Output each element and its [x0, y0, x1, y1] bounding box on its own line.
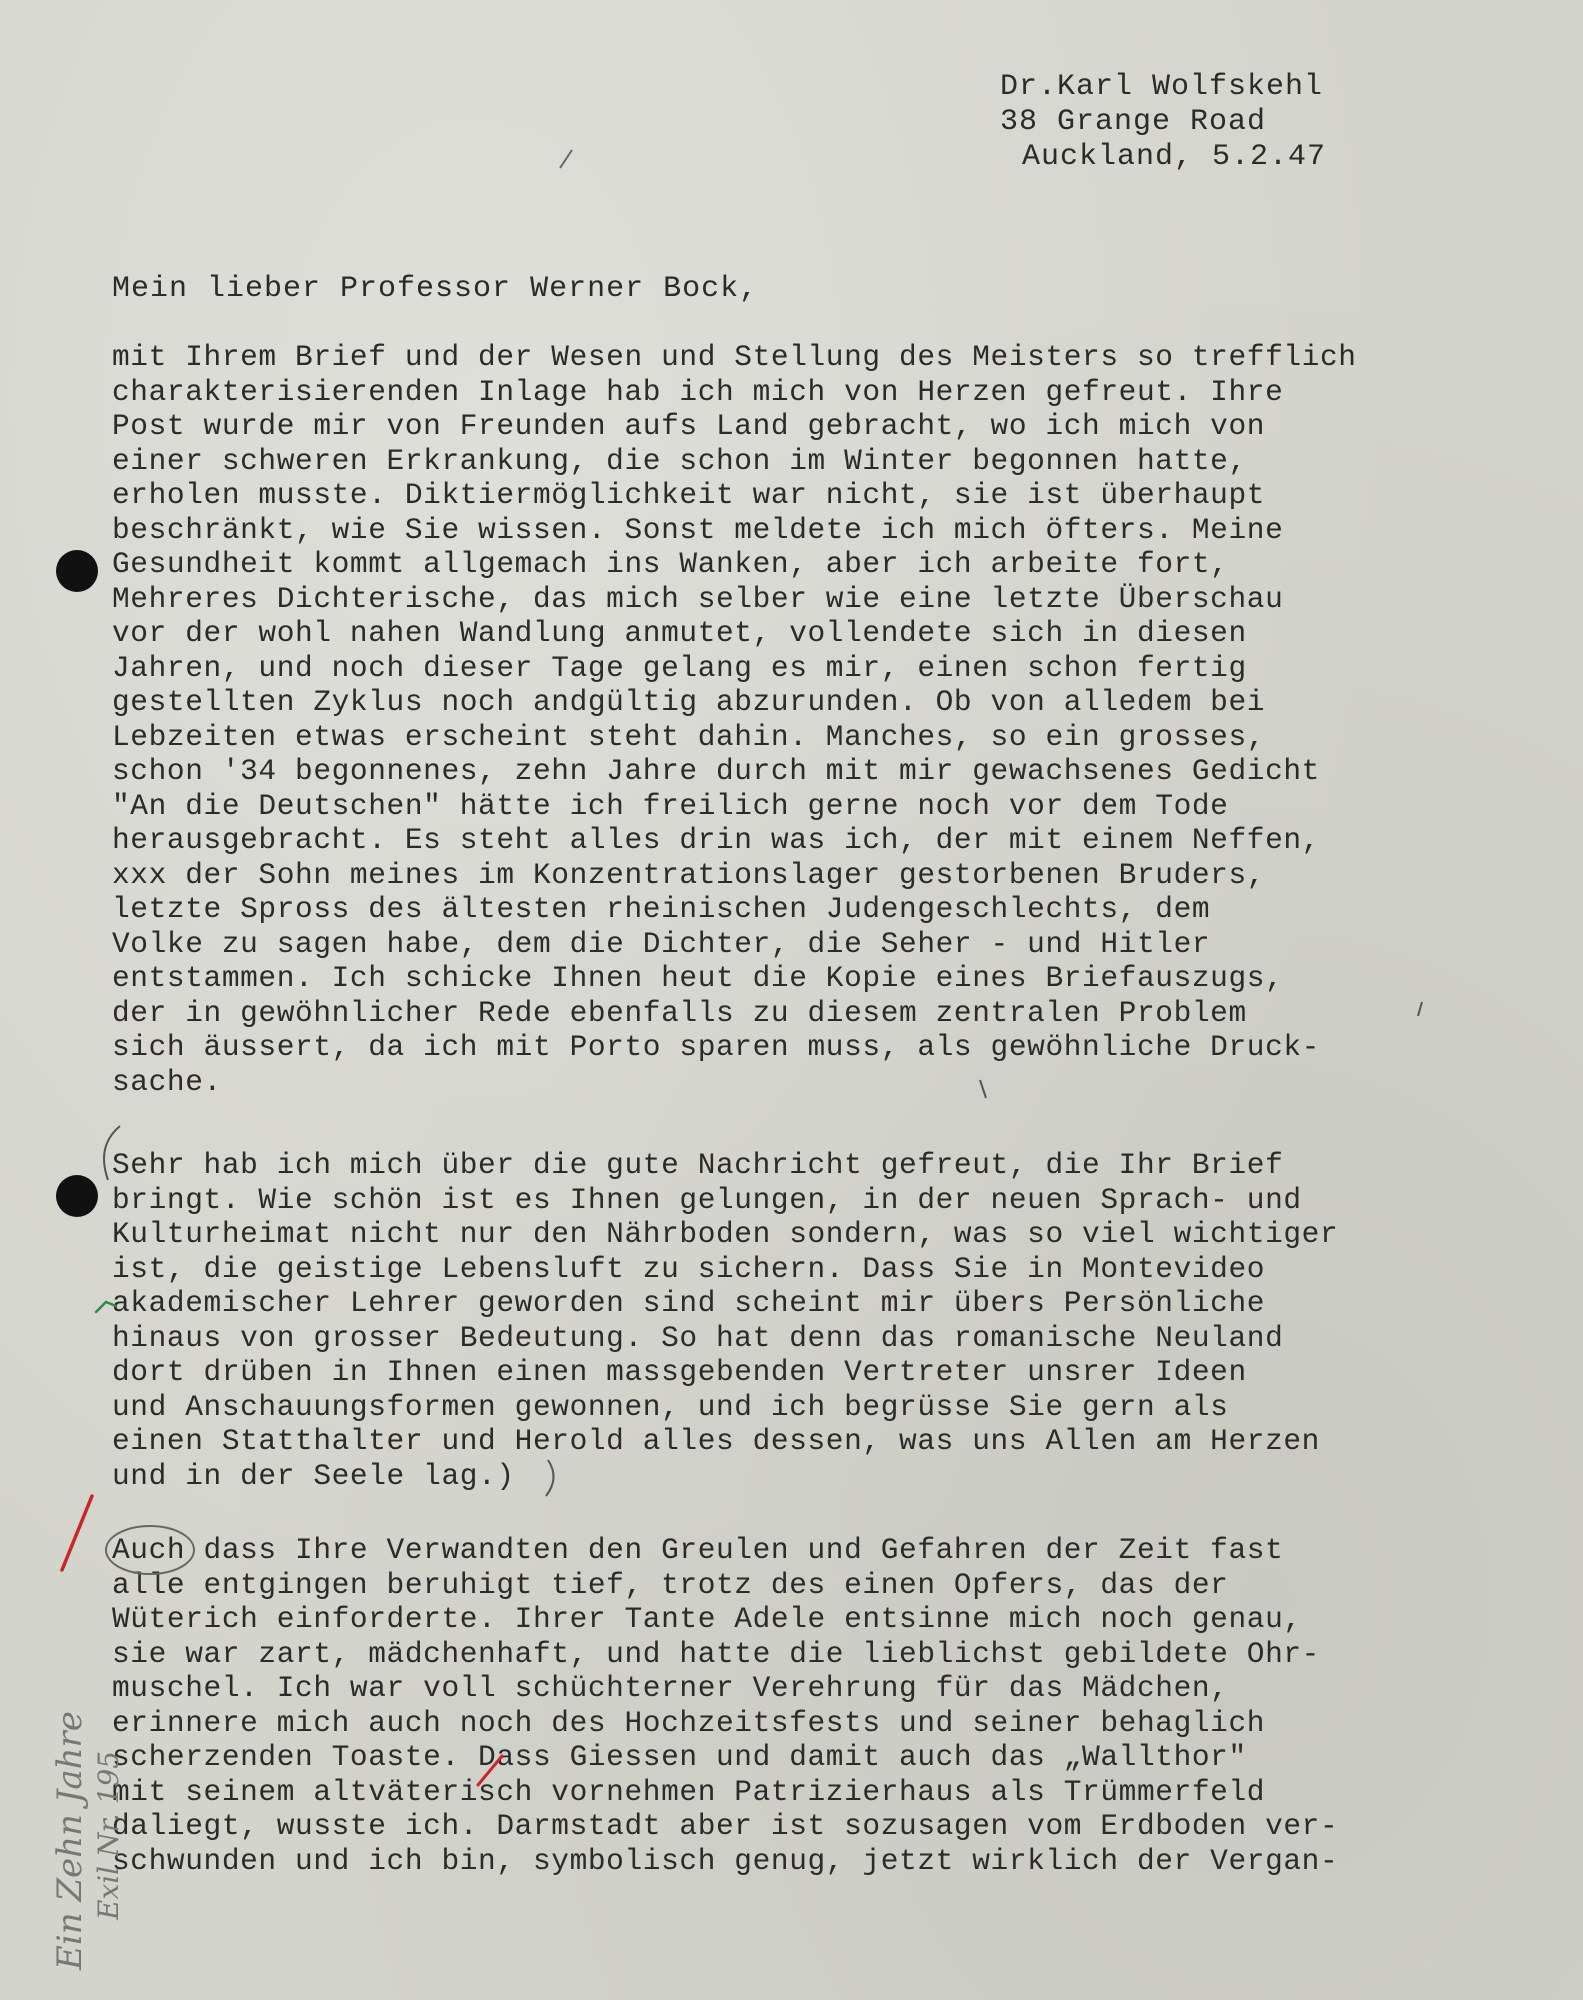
margin-note-line-1: Ein Zehn Jahre [50, 1711, 90, 1970]
text-line: vor der wohl nahen Wandlung anmutet, vollendete sich in diesen [112, 616, 1247, 650]
text-line: xxx der Sohn meines im Konzentrationslager gestorbenen Bruders, [112, 857, 1266, 892]
text-line: Wüterich einforderte. Ihrer Tante Adele entsinne mich noch genau, [112, 1602, 1302, 1636]
pencil-stray-mark [560, 150, 572, 168]
text-line: Volke zu sagen habe, dem die Dichter, die Seher - und Hitler [112, 926, 1211, 961]
text-line: letzte Spross des ältesten rheinischen Judengeschlechts, dem [112, 892, 1211, 926]
punch-hole [56, 550, 98, 592]
text-line: Gesundheit kommt allgemach ins Wanken, aber ich arbeite fort, [112, 547, 1229, 581]
text-line: daliegt, wusste ich. Darmstadt aber ist sozusagen vom Erdboden ver- [112, 1809, 1339, 1843]
salutation: Mein lieber Professor Werner Bock, [112, 272, 759, 306]
sender-street: 38 Grange Road [1000, 105, 1267, 139]
text-line: sache. [112, 1064, 222, 1099]
text-line: Kulturheimat nicht nur den Nährboden sondern, was so viel wichtiger [112, 1217, 1339, 1251]
sender-place-date: Auckland, 5.2.47 [1022, 140, 1327, 174]
text-line: dort drüben in Ihnen einen massgebenden Vertreter unsrer Ideen [112, 1355, 1247, 1389]
margin-note-line-2: Exil Nr. 195 [92, 1750, 125, 1920]
text-line: entstammen. Ich schicke Ihnen heut die Kopie eines Briefauszugs, [112, 961, 1284, 995]
text-line: scherzenden Toaste. Dass Giessen und damit auch das „Wallthor" [112, 1740, 1247, 1774]
text-line: akademischer Lehrer geworden sind scheint mir übers Persönliche [112, 1286, 1266, 1320]
text-line: alle entgingen beruhigt tief, trotz des einen Opfers, das der [112, 1567, 1229, 1602]
text-line: bringt. Wie schön ist es Ihnen gelungen, in der neuen Sprach- und [112, 1182, 1302, 1217]
paragraph-3 [112, 1533, 1338, 1878]
sender-address [1000, 70, 1326, 175]
text-line: muschel. Ich war voll schüchterner Verehrung für das Mädchen, [112, 1671, 1229, 1705]
text-line: mit Ihrem Brief und der Wesen und Stellung des Meisters so trefflich [112, 340, 1357, 374]
text-line: Jahren, und noch dieser Tage gelang es mir, einen schon fertig [112, 650, 1247, 685]
text-line: Sehr hab ich mich über die gute Nachricht gefreut, die Ihr Brief [112, 1148, 1284, 1182]
text-line: mit seinem altväterisch vornehmen Patrizierhaus als Trümmerfeld [112, 1774, 1266, 1809]
text-line: herausgebracht. Es steht alles drin was ich, der mit einem Neffen, [112, 823, 1320, 857]
text-line: und Anschauungsformen gewonnen, und ich begrüsse Sie gern als [112, 1389, 1229, 1424]
paragraph-2 [112, 1148, 1338, 1493]
text-line: und in der Seele lag.) [112, 1458, 515, 1493]
text-line: Mehreres Dichterische, das mich selber wie eine letzte Überschau [112, 581, 1284, 616]
text-line: erinnere mich auch noch des Hochzeitsfests und seiner behaglich [112, 1705, 1266, 1740]
text-line: gestellten Zyklus noch andgültig abzurunden. Ob von alledem bei [112, 685, 1266, 719]
text-line: beschränkt, wie Sie wissen. Sonst meldete ich mich öfters. Meine [112, 512, 1284, 547]
text-line: hinaus von grosser Bedeutung. So hat denn das romanische Neuland [112, 1320, 1284, 1355]
sender-name: Dr.Karl Wolfskehl [1000, 70, 1324, 104]
punch-hole [56, 1175, 98, 1217]
text-line: Auch dass Ihre Verwandten den Greulen und Gefahren der Zeit fast [112, 1533, 1284, 1567]
text-line: charakterisierenden Inlage hab ich mich von Herzen gefreut. Ihre [112, 374, 1284, 409]
paragraph-1 [112, 340, 1357, 1099]
text-line: einer schweren Erkrankung, die schon im Winter begonnen hatte, [112, 443, 1247, 478]
archive-margin-note [30, 1500, 150, 1980]
text-line: der in gewöhnlicher Rede ebenfalls zu diesem zentralen Problem [112, 995, 1247, 1030]
text-line: schwunden und ich bin, symbolisch genug, jetzt wirklich der Vergan- [112, 1843, 1339, 1878]
text-line: ist, die geistige Lebensluft zu sichern. Dass Sie in Montevideo [112, 1251, 1266, 1286]
text-line: "An die Deutschen" hätte ich freilich gerne noch vor dem Tode [112, 788, 1229, 823]
text-line: Post wurde mir von Freunden aufs Land gebracht, wo ich mich von [112, 409, 1266, 443]
text-line: sie war zart, mädchenhaft, und hatte die lieblichst gebildete Ohr- [112, 1636, 1320, 1671]
text-line: einen Statthalter und Herold alles dessen, was uns Allen am Herzen [112, 1424, 1320, 1458]
text-line: schon '34 begonnenes, zehn Jahre durch mit mir gewachsenes Gedicht [112, 754, 1320, 788]
text-line: Lebzeiten etwas erscheint steht dahin. Manches, so ein grosses, [112, 719, 1266, 754]
text-line: erholen musste. Diktiermöglichkeit war nicht, sie ist überhaupt [112, 478, 1266, 512]
text-line: sich äussert, da ich mit Porto sparen muss, als gewöhnliche Druck- [112, 1030, 1320, 1064]
pencil-tick-mark [1418, 1002, 1422, 1016]
